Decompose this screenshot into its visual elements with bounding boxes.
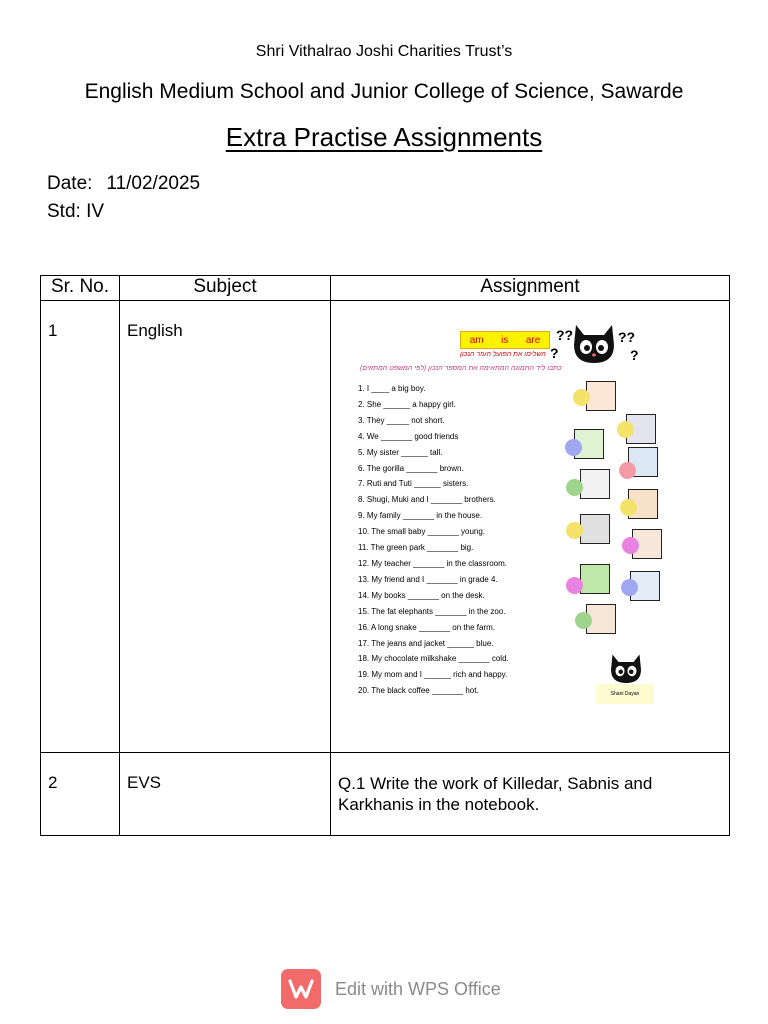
row-subject: EVS [120,753,331,836]
answer-circle-icon [619,462,636,479]
question-mark-icon: ? [550,345,559,361]
worksheet-sentence: 19. My mom and I ______ rich and happy. [358,670,508,680]
std-label: Std: [47,201,81,222]
worksheet-sentence: 1. I ____ a big boy. [358,384,426,393]
table-row [41,301,730,753]
worksheet-instruction-2: כתבו ליד התמונה המתאימה את המספר הנכון (לפי המשפט המתאים) [360,365,562,372]
worksheet-sentence: 6. The gorilla _______ brown. [358,463,464,473]
word-bank [460,331,550,349]
worksheet-instruction-1: השלימו את הפועל העזר הנכון [460,351,546,358]
grammar-worksheet-image [350,319,680,724]
row-sr-no: 2 [41,753,120,836]
worksheet-sentence: 17. The jeans and jacket ______ blue. [358,638,494,648]
worksheet-sentence: 5. My sister ______ tall. [358,447,443,457]
column-header: Sr. No. [41,276,120,301]
worksheet-sentence: 15. The fat elephants _______ in the zoo. [358,606,506,616]
worksheet-sentence: 7. Ruti and Tuti ______ sisters. [358,479,469,489]
question-mark-icon: ? [630,347,639,363]
park-picture-icon [580,564,610,594]
column-header: Subject [120,276,331,301]
table-header-row [41,276,730,301]
answer-circle-icon [622,537,639,554]
table-row [41,753,730,836]
answer-circle-icon [566,522,583,539]
school-name: English Medium School and Junior College of Science, Sawarde [84,80,684,103]
worksheet-sentence: 13. My friend and I _______ in grade 4. [358,574,498,584]
answer-circle-icon [575,612,592,629]
wps-edit-label: Edit with WPS Office [335,978,501,999]
worksheet-sentence: 9. My family _______ in the house. [358,511,483,521]
girls-picture-icon [586,381,616,411]
answer-circle-icon [573,389,590,406]
worksheet-sentence: 3. They _____ not short. [358,415,445,425]
answer-circle-icon [620,499,637,516]
assignment-table [40,275,730,836]
worksheet-sentences [358,381,509,699]
worksheet-sentence: 12. My teacher _______ in the classroom. [358,558,507,568]
gorilla-picture-icon [580,514,610,544]
worksheet-sentence: 4. We _______ good friends [358,431,459,441]
column-header: Assignment [331,276,730,301]
row-subject: English [120,301,331,753]
row-assignment: Q.1 Write the work of Killedar, Sabnis and Karkhanis in the notebook. [331,753,730,836]
answer-circle-icon [617,421,634,438]
worksheet-sentence: 8. Shugi, Muki and I _______ brothers. [358,495,496,505]
trust-name: Shri Vithalrao Joshi Charities Trust’s [255,43,513,60]
std-value: IV [86,201,105,222]
wps-edit-button[interactable] [281,969,501,1009]
small-black-cat-icon [608,651,644,685]
page-title: Extra Practise Assignments [225,122,543,152]
worksheet-sentence: 20. The black coffee _______ hot. [358,686,479,696]
answer-circle-icon [566,479,583,496]
date-row [47,173,200,195]
house-picture-icon [580,469,610,499]
word-bank-item: is [501,334,509,346]
answer-circle-icon [566,577,583,594]
row-sr-no: 1 [41,301,120,753]
date-label: Date: [47,173,93,194]
worksheet-sentence: 2. She ______ a happy girl. [358,399,456,409]
date-value: 11/02/2025 [106,173,201,194]
wps-logo-icon [281,969,321,1009]
worksheet-credit: Shani Dayan [596,684,654,704]
worksheet-sentence: 18. My chocolate milkshake _______ cold. [358,654,509,664]
worksheet-sentence: 14. My books _______ on the desk. [358,590,485,600]
std-row [47,201,104,223]
word-bank-item: are [525,334,541,346]
answer-circle-icon [565,439,582,456]
worksheet-sentence: 10. The small baby _______ young. [358,527,486,537]
assignment-cell [331,301,730,753]
word-bank-item: am [469,334,484,346]
wps-w-icon [288,978,314,1000]
worksheet-sentence: 11. The green park _______ big. [358,543,474,553]
black-cat-icon [570,321,618,365]
answer-circle-icon [621,579,638,596]
worksheet-sentence: 16. A long snake _______ on the farm. [358,622,495,632]
question-mark-icon: ?? [618,329,636,345]
question-mark-icon: ?? [556,327,574,343]
